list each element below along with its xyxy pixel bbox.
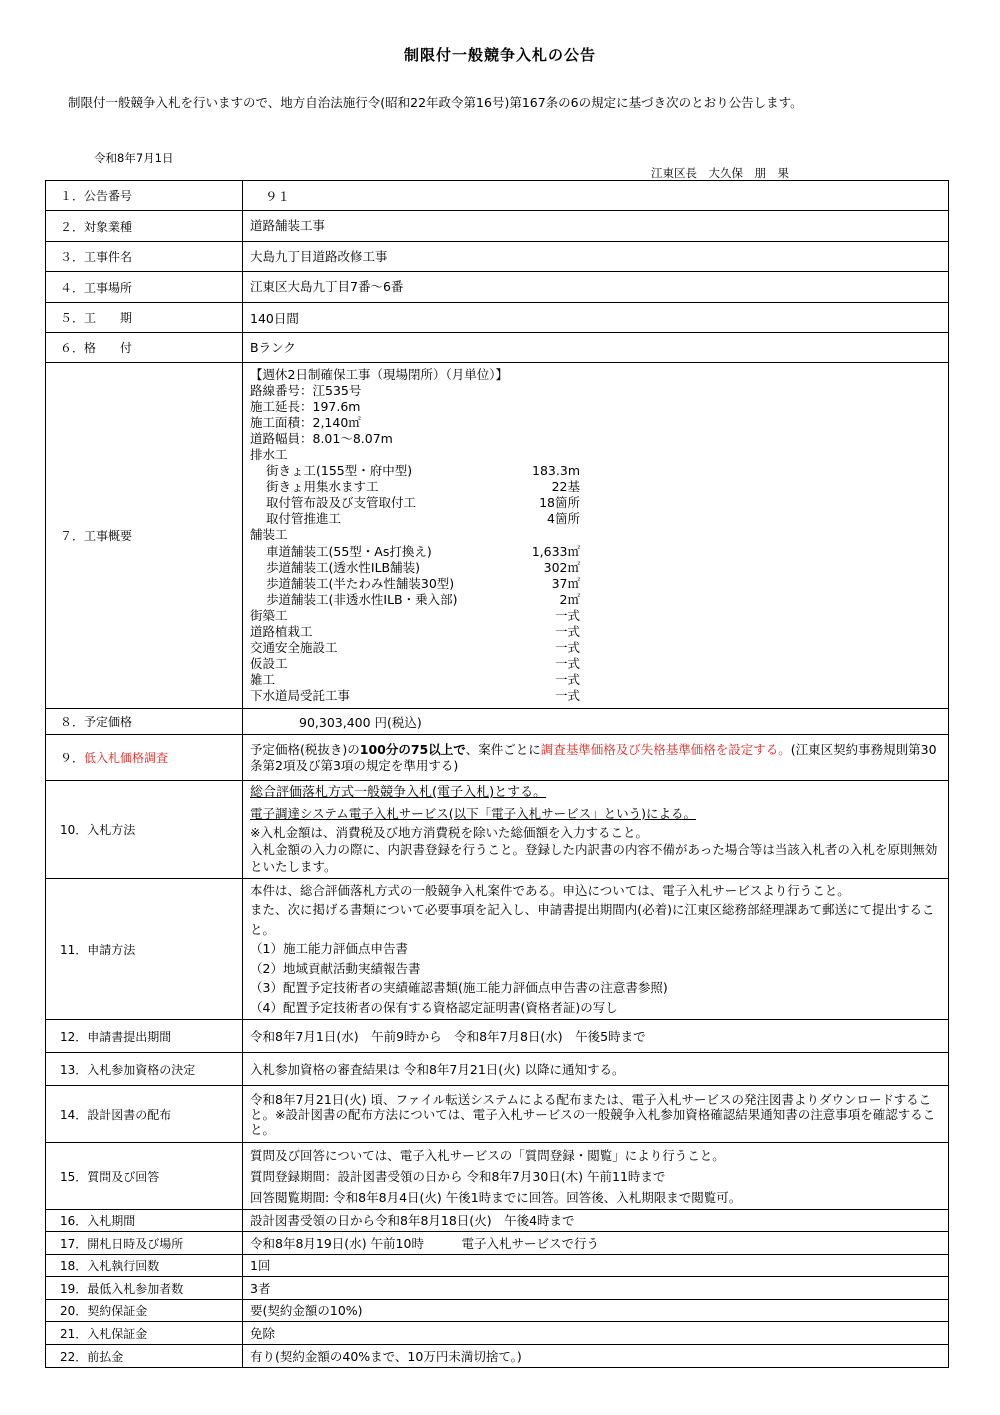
label-prefix: ９． <box>60 751 85 765</box>
overview-item-name: 舗装工 <box>250 527 288 543</box>
label-work-overview: ７．工事概要 <box>46 363 243 709</box>
row-design-distribution <box>46 1086 949 1143</box>
label-advance-payment: 22．前払金 <box>46 1345 243 1368</box>
row-work-name <box>46 242 949 272</box>
overview-item-qty: 18箇所 <box>539 495 580 511</box>
bid-method-line3: ※入札金額は、消費税及び地方消費税を除いた総価額を入力すること。 <box>250 825 648 840</box>
bid-method-line1: 総合評価落札方式一般競争入札(電子入札)とする。 <box>250 785 547 800</box>
value-work-overview <box>243 363 949 709</box>
label-application-method: 11．申請方法 <box>46 879 243 1020</box>
label-design-distribution: 14．設計図書の配布 <box>46 1086 243 1143</box>
value-work-name: 大島九丁目道路改修工事 <box>243 242 949 272</box>
overview-item-qty: 37㎡ <box>551 575 580 591</box>
overview-item-qty: 183.3m <box>532 463 580 479</box>
label-work-location: ４．工事場所 <box>46 272 243 303</box>
value-qualification-decision: 入札参加資格の審査結果は 令和8年7月21日(火) 以降に通知する。 <box>243 1053 949 1086</box>
survey-text-b: 100分の75以上で <box>359 741 466 757</box>
row-work-overview <box>46 363 949 709</box>
row-qualification-decision <box>46 1053 949 1086</box>
label-notice-number: １．公告番号 <box>46 181 243 211</box>
value-work-period: 140日間 <box>243 303 949 333</box>
overview-line <box>250 640 942 656</box>
label-work-period: ５．工 期 <box>46 303 243 333</box>
overview-item-qty: 一式 <box>554 688 580 704</box>
label-work-name: ３．工事件名 <box>46 242 243 272</box>
row-application-method <box>46 879 949 1020</box>
overview-item-qty: 一式 <box>554 656 580 672</box>
label-opening: 17．開札日時及び場所 <box>46 1232 243 1255</box>
overview-line <box>250 656 942 672</box>
value-bid-deposit: 免除 <box>243 1322 949 1345</box>
survey-text-red: 調査基準価格及び失格基準価格を設定する。 <box>540 741 791 757</box>
application-item3: （3）配置予定技術者の実績確認書類(施工能力評価点申告書の注意書参照) <box>250 980 668 996</box>
overview-item-name: 取付管推進工 <box>266 511 342 527</box>
overview-item-name: 街きょ用集水ます工 <box>266 479 379 495</box>
issuer-name: 江東区長 大久保 朋 果 <box>651 166 789 180</box>
label-questions: 15．質問及び回答 <box>46 1143 243 1210</box>
overview-line <box>250 688 942 704</box>
value-application-method <box>243 879 949 1020</box>
questions-line1: 質問及び回答については、電子入札サービスの「質問登録・閲覧」により行うこと。 <box>250 1147 725 1163</box>
overview-item-name: 車道舗装工(55型・As打換え) <box>266 543 432 559</box>
survey-text-c: 、案件ごとに <box>465 741 541 757</box>
row-bid-deposit <box>46 1322 949 1345</box>
row-min-bidders <box>46 1277 949 1300</box>
label-qualification-decision: 13．入札参加資格の決定 <box>46 1053 243 1086</box>
notice-date: 令和8年7月1日 <box>94 151 174 165</box>
label-low-bid-survey-text: 低入札価格調査 <box>84 751 169 765</box>
row-contract-deposit <box>46 1300 949 1322</box>
overview-line <box>250 495 942 511</box>
overview-line <box>250 479 942 495</box>
application-item2: （2）地域貢献活動実績報告書 <box>250 960 421 976</box>
overview-line <box>250 447 942 463</box>
row-opening <box>46 1232 949 1255</box>
label-submission-period: 12．申請書提出期間 <box>46 1020 243 1053</box>
overview-item-name: 路線番号：江535号 <box>250 382 362 398</box>
application-item1: （1）施工能力評価点申告書 <box>250 941 408 957</box>
intro-paragraph: 制限付一般競争入札を行いますので、地方自治法施行令(昭和22年政令第16号)第167条の6の規定に基づき次のとおり公告します。 <box>68 95 803 110</box>
overview-line <box>250 463 942 479</box>
overview-item-name: 歩道舗装工(非透水性ILB・乗入部) <box>266 591 458 607</box>
row-rank <box>46 333 949 363</box>
questions-line2: 質問登録期間：設計図書受領の日から 令和8年7月30日(木) 午前11時まで <box>250 1168 666 1184</box>
overview-item-qty: 一式 <box>554 672 580 688</box>
overview-item-name: 歩道舗装工(透水性ILB舗装) <box>266 559 420 575</box>
overview-item-qty: 4箇所 <box>547 511 580 527</box>
overview-item-name: 取付管布設及び支管取付工 <box>266 495 417 511</box>
overview-item-name: 歩道舗装工(半たわみ性舗装30型) <box>266 575 455 591</box>
overview-item-qty: 22基 <box>551 479 580 495</box>
bid-method-line4: 入札金額の入力の際に、内訳書登録を行うこと。登録した内訳書の内容不備があった場合等は当該入札者の入札を原則無効といたします。 <box>250 842 938 874</box>
overview-item-qty: 一式 <box>554 640 580 656</box>
overview-line <box>250 624 942 640</box>
overview-item-name: 街きょ工(155型・府中型) <box>266 463 413 479</box>
overview-line <box>250 415 942 431</box>
overview-line <box>250 431 942 447</box>
row-bid-method <box>46 781 949 879</box>
value-bid-method <box>243 781 949 879</box>
overview-item-name: 道路幅員：8.01～8.07m <box>250 430 393 446</box>
overview-item-name: 【週休2日制確保工事（現場閉所）（月単位）】 <box>250 366 508 382</box>
survey-text-d: (江東区契約事務規則第30条第2項及び第3項の規定を準用する) <box>250 741 937 773</box>
label-min-bidders: 19．最低入札参加者数 <box>46 1277 243 1300</box>
label-bid-method: 10．入札方法 <box>46 781 243 879</box>
notice-table <box>45 180 949 1368</box>
value-estimated-price: 90,303,400 円(税込) <box>243 709 949 735</box>
overview-line <box>250 383 942 399</box>
row-notice-number <box>46 181 949 211</box>
overview-item-qty: 一式 <box>554 624 580 640</box>
value-questions <box>243 1143 949 1210</box>
overview-line <box>250 608 942 624</box>
label-low-bid-survey <box>46 735 243 781</box>
overview-line <box>250 592 942 608</box>
value-opening: 令和8年8月19日(水) 午前10時 電子入札サービスで行う <box>243 1232 949 1255</box>
overview-line <box>250 511 942 527</box>
row-bid-rounds <box>46 1255 949 1277</box>
bid-method-line2: 電子調達システム電子入札サービス(以下「電子入札サービス」という)による。 <box>250 806 697 821</box>
value-low-bid-survey <box>243 735 949 781</box>
application-line1: 本件は、総合評価落札方式の一般競争入札案件である。申込については、電子入札サービスより行うこと。 <box>250 882 850 898</box>
overview-line <box>250 399 942 415</box>
overview-item-name: 排水工 <box>250 446 288 462</box>
overview-item-name: 交通安全施設工 <box>250 640 338 656</box>
overview-item-name: 施工延長：197.6m <box>250 398 361 414</box>
row-advance-payment <box>46 1345 949 1368</box>
value-min-bidders: 3者 <box>243 1277 949 1300</box>
overview-item-qty: 一式 <box>554 607 580 623</box>
overview-line <box>250 544 942 560</box>
overview-line <box>250 672 942 688</box>
overview-item-qty: 1,633㎡ <box>531 543 580 559</box>
label-industry: ２．対象業種 <box>46 211 243 242</box>
overview-item-name: 施工面積：2,140㎡ <box>250 414 361 430</box>
row-bid-period <box>46 1210 949 1232</box>
label-contract-deposit: 20．契約保証金 <box>46 1300 243 1322</box>
row-estimated-price <box>46 709 949 735</box>
overview-list <box>250 367 942 705</box>
value-advance-payment: 有り(契約金額の40%まで、10万円未満切捨て。) <box>243 1345 949 1368</box>
value-rank: Bランク <box>243 333 949 363</box>
label-rank: ６．格 付 <box>46 333 243 363</box>
label-bid-rounds: 18．入札執行回数 <box>46 1255 243 1277</box>
row-work-period <box>46 303 949 333</box>
overview-line <box>250 527 942 543</box>
value-work-location: 江東区大島九丁目7番～6番 <box>243 272 949 303</box>
overview-item-name: 仮設工 <box>250 656 288 672</box>
value-bid-period: 設計図書受領の日から令和8年8月18日(火) 午後4時まで <box>243 1210 949 1232</box>
overview-line <box>250 560 942 576</box>
row-work-location <box>46 272 949 303</box>
survey-text-a: 予定価格(税抜き)の <box>250 741 360 757</box>
questions-line3: 回答閲覧期間: 令和8年8月4日(火) 午後1時までに回答。回答後、入札期限まで閲覧可。 <box>250 1189 742 1205</box>
value-design-distribution: 令和8年7月21日(火) 頃、ファイル転送システムによる配布または、電子入札サービスの発注図書よりダウンロードすること。※設計図書の配布方法については、電子入札サービスの一般競争入札参加資格確認結果通知書の注意事項を確認すること。 <box>243 1086 949 1143</box>
label-bid-period: 16．入札期間 <box>46 1210 243 1232</box>
row-low-bid-survey <box>46 735 949 781</box>
overview-line <box>250 367 942 383</box>
value-bid-rounds: 1回 <box>243 1255 949 1277</box>
label-estimated-price: ８．予定価格 <box>46 709 243 735</box>
application-line2: また、次に掲げる書類について必要事項を記入し、申請書提出期間内(必着)に江東区総務部経理課あて郵送にて提出すること。 <box>250 902 935 937</box>
overview-item-name: 雑工 <box>250 672 276 688</box>
overview-item-name: 街築工 <box>250 607 288 623</box>
value-industry: 道路舗装工事 <box>243 211 949 242</box>
row-questions <box>46 1143 949 1210</box>
row-submission-period <box>46 1020 949 1053</box>
overview-item-qty: 2㎡ <box>559 591 580 607</box>
application-item4: （4）配置予定技術者の保有する資格認定証明書(資格者証)の写し <box>250 999 618 1015</box>
value-contract-deposit: 要(契約金額の10%) <box>243 1300 949 1322</box>
overview-line <box>250 576 942 592</box>
row-industry <box>46 211 949 242</box>
notice-title: 制限付一般競争入札の公告 <box>403 46 596 64</box>
overview-item-name: 道路植栽工 <box>250 624 313 640</box>
overview-item-name: 下水道局受託工事 <box>250 688 351 704</box>
value-notice-number: ９１ <box>243 181 949 211</box>
label-bid-deposit: 21．入札保証金 <box>46 1322 243 1345</box>
value-submission-period: 令和8年7月1日(水) 午前9時から 令和8年7月8日(水) 午後5時まで <box>243 1020 949 1053</box>
overview-item-qty: 302㎡ <box>543 559 580 575</box>
